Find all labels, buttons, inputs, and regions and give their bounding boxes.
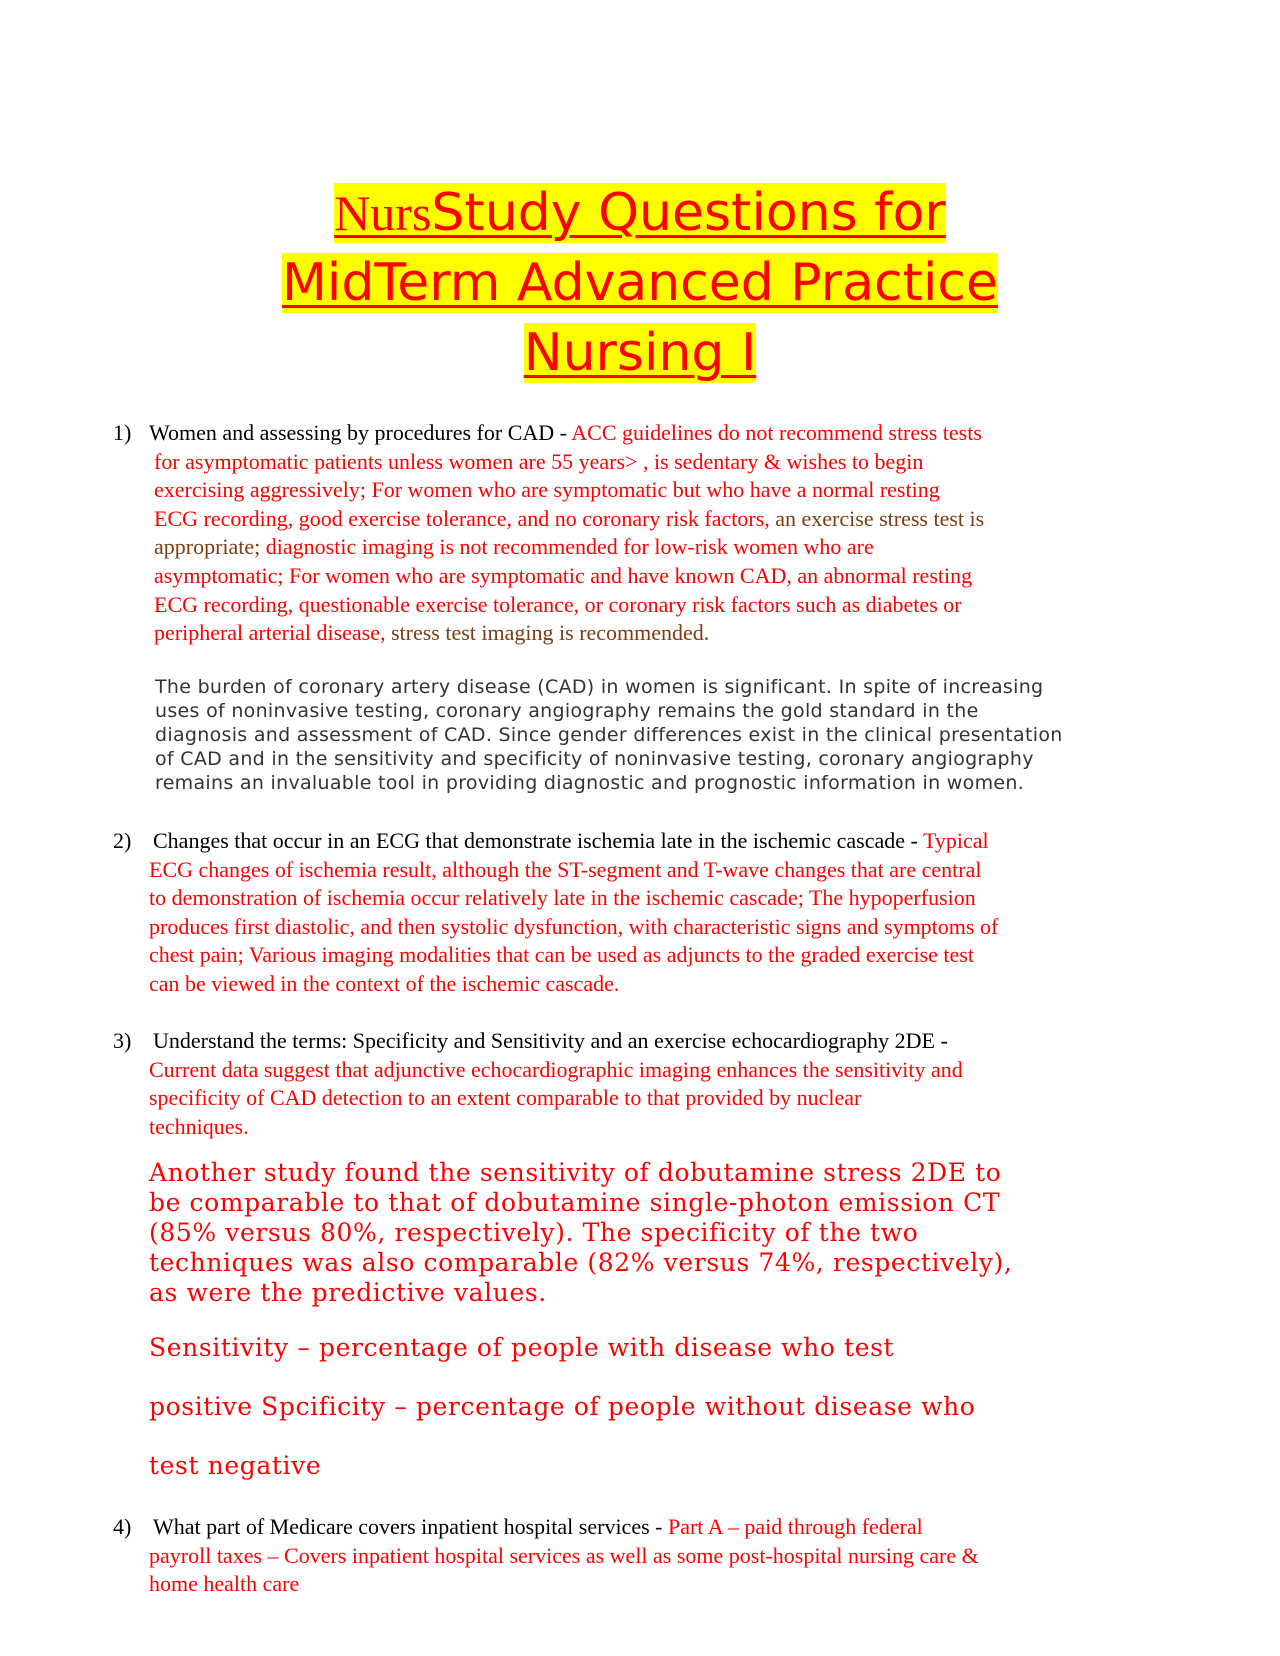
question-body bbox=[149, 1027, 948, 1056]
answer-text: ACC guidelines do not recommend stress tests bbox=[571, 420, 982, 445]
document-title bbox=[150, 178, 1130, 388]
answer-text: Typical bbox=[922, 828, 989, 853]
question-text: Changes that occur in an ECG that demonstrate ischemia late in the ischemic cascade - bbox=[153, 828, 923, 853]
answer-continuation: payroll taxes – Covers inpatient hospital services as well as some post-hospital nursing care & home health care bbox=[149, 1542, 979, 1597]
answer-continuation: for asymptomatic patients unless women are 55 years> , is sedentary & wishes to begin exercising aggressively; For women who are symptomatic but who have a normal resting ECG recording, good exercise tolerance, and no coronary risk factors, an exercise stress test is appropriate; diagnostic imaging is not recommended for low-risk women who are asymptomatic; For women who are symptomatic and have known CAD, an abnormal resting ECG recording, questionable exercise tolerance, or coronary risk factors such as diabetes or peripheral arterial disease, stress test imaging is recommended. bbox=[154, 448, 985, 646]
question-text: Women and assessing by procedures for CAD - bbox=[149, 420, 572, 445]
answer-text: Part A – paid through federal bbox=[667, 1514, 923, 1539]
question-number: 3) bbox=[113, 1028, 132, 1053]
title-line-3: Nursing I bbox=[523, 323, 757, 383]
study-paragraph: Another study found the sensitivity of dobutamine stress 2DE to be comparable to that of dobutamine single-photon emission CT (85% versus 80%, respectively). The specificity of the two techniques was also comparable (82% versus 74%, respectively), as were the predictive values. bbox=[149, 1158, 1013, 1307]
definition-line-3: test negative bbox=[149, 1451, 322, 1480]
title-part-2: Study Questions for bbox=[431, 183, 946, 243]
question-number: 2) bbox=[113, 828, 132, 853]
question-number: 1) bbox=[113, 420, 132, 445]
title-line-2: MidTerm Advanced Practice bbox=[282, 253, 998, 313]
question-body bbox=[149, 827, 989, 856]
question-body bbox=[149, 1513, 923, 1542]
definition-line-1: Sensitivity – percentage of people with disease who test bbox=[149, 1333, 895, 1362]
definition-line-2: positive Spcificity – percentage of people without disease who bbox=[149, 1392, 976, 1421]
title-line-1 bbox=[150, 178, 1130, 248]
answer-continuation: ECG changes of ischemia result, although the ST-segment and T-wave changes that are central to demonstration of ischemia occur relatively late in the ischemic cascade; The hypoperfusion produces first diastolic, and then systolic dysfunction, with characteristic signs and symptoms of chest pain; Various imaging modalities that can be used as adjuncts to the graded exercise test can be viewed in the context of the ischemic cascade. bbox=[149, 856, 999, 996]
question-text: Understand the terms: Specificity and Sensitivity and an exercise echocardiography 2DE - bbox=[153, 1028, 948, 1053]
answer-continuation: Current data suggest that adjunctive echocardiographic imaging enhances the sensitivity and specificity of CAD detection to an extent comparable to that provided by nuclear techniques. bbox=[149, 1056, 963, 1139]
cad-paragraph: The burden of coronary artery disease (CAD) in women is significant. In spite of increasing uses of noninvasive testing, coronary angiography remains the gold standard in the diagnosis and assessment of CAD. Since gender differences exist in the clinical presentation of CAD and in the sensitivity and specificity of noninvasive testing, coronary angiography remains an invaluable tool in providing diagnostic and prognostic information in women. bbox=[155, 676, 1063, 794]
question-body bbox=[149, 419, 982, 448]
title-part-1: Nurs bbox=[334, 185, 432, 241]
question-number: 4) bbox=[113, 1514, 132, 1539]
question-text: What part of Medicare covers inpatient hospital services - bbox=[153, 1514, 668, 1539]
